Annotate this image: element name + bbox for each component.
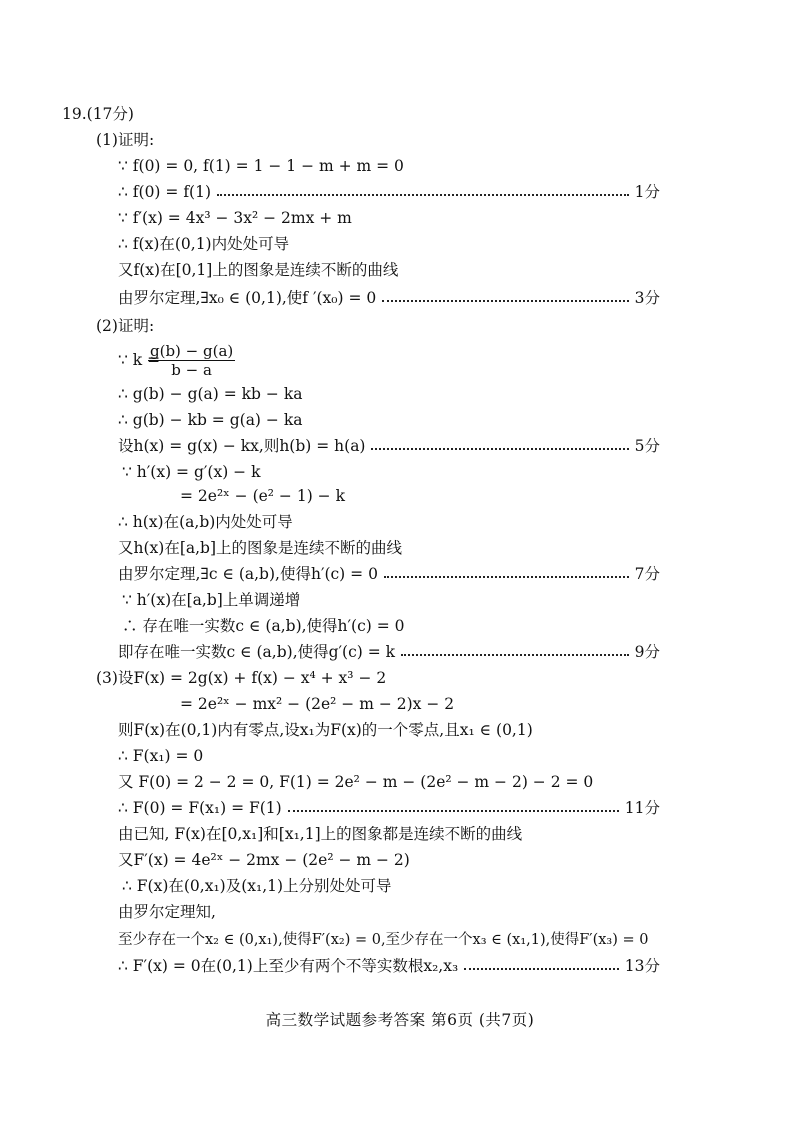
part2-line-2: ∴ g(b) − kb = g(a) − ka <box>118 411 303 429</box>
part2-line-1: ∴ g(b) − g(a) = kb − ka <box>118 385 303 403</box>
part3-line-6: ∴ F(0) = F(x₁) = F(1) <box>118 799 282 817</box>
part3-line-4: ∴ F(x₁) = 0 <box>118 747 204 765</box>
part3-line-11: 至少存在一个x₂ ∈ (0,x₁),使得F′(x₂) = 0,至少存在一个x₃ ∈ (x₁,1),使得F′(x₃) = 0 <box>118 932 649 948</box>
leader-dots <box>382 300 628 302</box>
score-mark: 13分 <box>624 957 660 975</box>
k-denominator: b − a <box>171 361 212 379</box>
part1-scored-line-1 <box>118 182 660 202</box>
leader-dots <box>401 654 629 656</box>
part2-scored-line-1 <box>118 436 660 456</box>
part2-line-4: ∵ h′(x) = g′(x) − k <box>122 463 261 481</box>
part3-line-10: 由罗尔定理知, <box>118 903 216 921</box>
part3-line-7: 由已知, F(x)在[0,x₁]和[x₁,1]上的图象都是连续不断的曲线 <box>118 825 523 843</box>
part3-line-8: 又F′(x) = 4e²ˣ − 2mx − (2e² − m − 2) <box>118 851 410 869</box>
part2-scored-line-2 <box>118 564 660 584</box>
part1-title: (1)证明: <box>96 131 155 149</box>
part3-line-2: = 2e²ˣ − mx² − (2e² − m − 2)x − 2 <box>180 695 455 713</box>
part2-line-7: 又h(x)在[a,b]上的图象是连续不断的曲线 <box>118 539 403 557</box>
part2-title: (2)证明: <box>96 317 155 335</box>
part2-line-9: ∵ h′(x)在[a,b]上单调递增 <box>122 591 301 609</box>
part3-line-3: 则F(x)在(0,1)内有零点,设x₁为F(x)的一个零点,且x₁ ∈ (0,1) <box>118 721 533 739</box>
part3-line-12: ∴ F′(x) = 0在(0,1)上至少有两个不等实数根x₂,x₃ <box>118 957 459 975</box>
score-mark: 3分 <box>634 289 660 307</box>
part2-line-6: ∴ h(x)在(a,b)内处处可导 <box>118 513 293 531</box>
part1-line-1: ∵ f(0) = 0, f(1) = 1 − 1 − m + m = 0 <box>118 157 404 175</box>
score-mark: 7分 <box>634 565 660 583</box>
leader-dots <box>217 194 629 196</box>
score-mark: 11分 <box>624 799 660 817</box>
part3-line-9: ∴ F(x)在(0,x₁)及(x₁,1)上分别处处可导 <box>122 877 392 895</box>
part2-k-prefix: ∵ k = <box>118 351 161 369</box>
part1-line-4: ∴ f(x)在(0,1)内处处可导 <box>118 235 290 253</box>
leader-dots <box>464 968 619 970</box>
part3-scored-line-1 <box>118 798 660 818</box>
part2-line-10: ∴ 存在唯一实数c ∈ (a,b),使得h′(c) = 0 <box>122 617 405 635</box>
k-fraction <box>148 342 235 379</box>
part3-line-5: 又 F(0) = 2 − 2 = 0, F(1) = 2e² − m − (2e² − m − 2) − 2 = 0 <box>118 773 594 791</box>
score-mark: 9分 <box>634 643 660 661</box>
score-mark: 5分 <box>634 437 660 455</box>
part1-line-5: 又f(x)在[0,1]上的图象是连续不断的曲线 <box>118 261 399 279</box>
part2-line-3: 设h(x) = g(x) − kx,则h(b) = h(a) <box>118 437 366 455</box>
k-numerator: g(b) − g(a) <box>150 342 234 360</box>
part1-line-2: ∴ f(0) = f(1) <box>118 183 212 201</box>
part1-line-3: ∵ f′(x) = 4x³ − 3x² − 2mx + m <box>118 209 352 227</box>
part1-scored-line-2 <box>118 288 660 308</box>
part1-line-6: 由罗尔定理,∃x₀ ∈ (0,1),使f ′(x₀) = 0 <box>118 289 377 307</box>
question-header: 19.(17分) <box>62 105 134 123</box>
part2-line-8: 由罗尔定理,∃c ∈ (a,b),使得h′(c) = 0 <box>118 565 378 583</box>
part3-scored-line-2 <box>118 956 660 976</box>
part2-line-5: = 2e²ˣ − (e² − 1) − k <box>180 487 345 505</box>
score-mark: 1分 <box>634 183 660 201</box>
leader-dots <box>384 576 629 578</box>
part2-scored-line-3 <box>118 642 660 662</box>
leader-dots <box>371 448 628 450</box>
part3-line-1: (3)设F(x) = 2g(x) + f(x) − x⁴ + x³ − 2 <box>96 669 387 687</box>
leader-dots <box>288 810 619 812</box>
page-footer: 高三数学试题参考答案 第6页 (共7页) <box>265 1011 535 1029</box>
part2-line-11: 即存在唯一实数c ∈ (a,b),使得g′(c) = k <box>118 643 396 661</box>
